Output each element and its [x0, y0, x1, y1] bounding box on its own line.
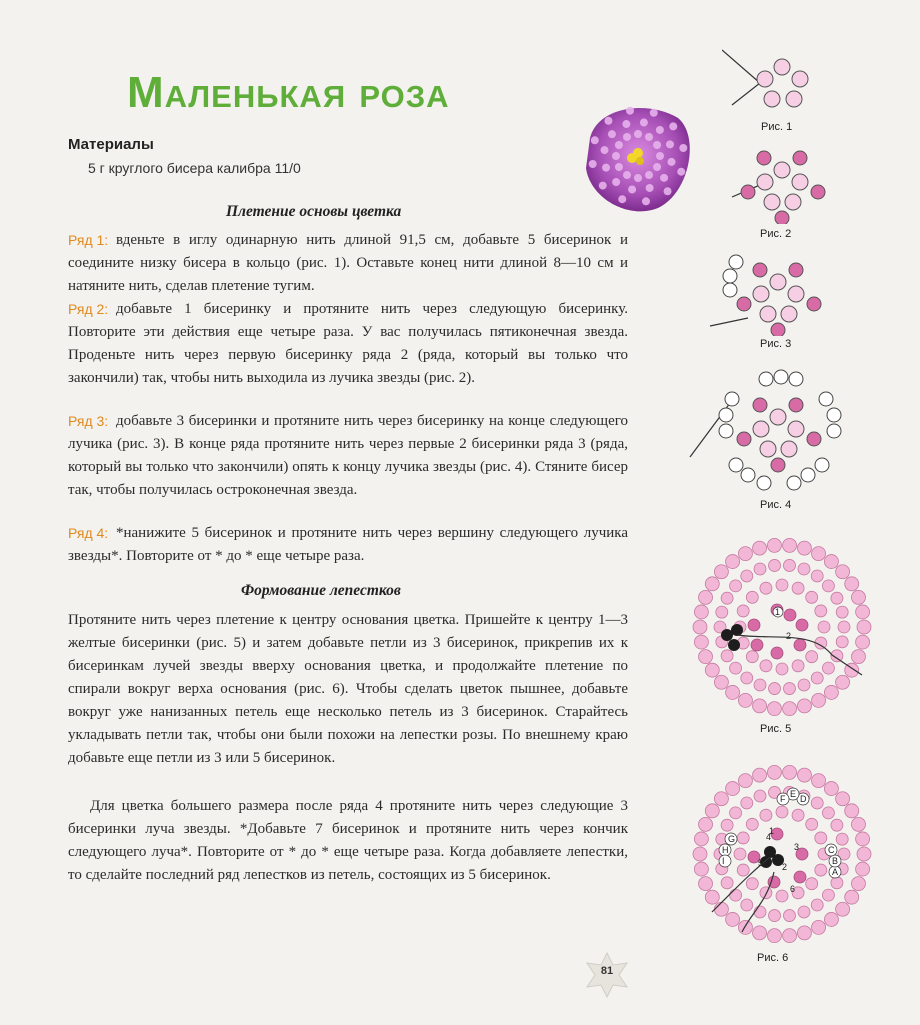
figure-6-label: E	[790, 789, 797, 799]
page-title: Маленькая роза	[127, 68, 450, 117]
page-number-badge	[583, 951, 631, 999]
row-4	[68, 522, 628, 568]
figure-6-label: D	[800, 794, 807, 804]
figure-6-label: H	[722, 845, 729, 855]
figure-1-diagram	[722, 45, 842, 120]
figure-6-label: 2	[782, 862, 788, 872]
figure-6-label: F	[780, 794, 786, 804]
row-label: Ряд 1:	[68, 232, 109, 248]
figure-6-label: G	[728, 834, 736, 844]
figure-5-diagram	[682, 535, 882, 720]
figure-6-label: C	[828, 845, 835, 855]
row-label: Ряд 4:	[68, 525, 109, 541]
figure-5-label: 2	[786, 631, 792, 641]
figure-6-label: 1	[769, 826, 775, 836]
paragraph-larger-flower: Для цветка большего размера после ряда 4 протяните нить через следующие 3 бисеринки луча звезды. *Добавьте 7 бисеринок и протяните нить через кончик следующего луча*. Повторите от * до * еще четыре раза. Когда добавляете лепестки, то сделайте последний ряд лепестков из петель, состоящих из 5 бисеринок.	[68, 798, 628, 883]
row-text: добавьте 3 бисеринки и протяните нить через бисеринку на конце следующего лучика (рис. 3). В конце ряда протяните нить через первые 2 бисеринки ряда 3 (ряда, который вы только что закончили) опять к концу лучика звезды (рис. 4). Стяните бисер так, чтобы получилась остроконечная звезда.	[68, 413, 628, 498]
materials-heading: Материалы	[68, 136, 154, 153]
figure-6-label: A	[832, 867, 839, 877]
figure-3-diagram	[708, 246, 848, 336]
figure-6-diagram	[682, 762, 882, 947]
row-label: Ряд 3:	[68, 413, 109, 429]
figure-6-label: I	[722, 856, 725, 866]
row-label: Ряд 2:	[68, 301, 109, 317]
figure-caption: Рис. 3	[760, 338, 792, 350]
figure-6-label: 6	[790, 884, 796, 894]
materials-item: 5 г круглого бисера калибра 11/0	[88, 160, 301, 176]
figure-6-label-marker	[719, 855, 731, 867]
figure-caption: Рис. 4	[760, 499, 792, 511]
figure-caption: Рис. 5	[760, 723, 792, 735]
figure-caption: Рис. 1	[761, 121, 793, 133]
figure-caption: Рис. 6	[757, 952, 789, 964]
figure-caption: Рис. 2	[760, 228, 792, 240]
figure-6-label: B	[832, 856, 839, 866]
figure-6-label: 4	[766, 832, 772, 842]
row-2	[68, 298, 628, 390]
figure-4-diagram	[686, 365, 866, 493]
figure-2-diagram	[722, 142, 842, 224]
row-text: добавьте 1 бисеринку и протяните нить через следующую бисеринку. Повторите эти действия еще четыре раза. У вас получилась пятиконечная звезда. Проденьте нить через первую бисеринку ряда 2 (ряда, который вы только что закончили) так, чтобы нить выходила из лучика звезды (рис. 2).	[68, 301, 628, 386]
figure-6-label: 3	[794, 842, 800, 852]
row-1	[68, 229, 628, 298]
row-text: *нанижите 5 бисеринок и протяните нить через вершину следующего лучика звезды*. Повторите от * до * еще четыре раза.	[68, 525, 628, 564]
row-text: вденьте в иглу одинарную нить длиной 91,5 см, добавьте 5 бисеринок и соедините низку бисера в кольцо (рис. 1). Оставьте конец нити длиной 8—10 см и натяните нить, сделав плетение тугим.	[68, 232, 628, 294]
row-3	[68, 410, 628, 502]
section-heading-petals: Формование лепестков	[241, 582, 401, 599]
section-heading-base: Плетение основы цветка	[226, 203, 402, 220]
rose-photo	[578, 98, 698, 218]
figure-6-label: 5	[758, 858, 764, 868]
paragraph-petals: Протяните нить через плетение к центру основания цветка. Пришейте к центру 1—3 желтые бисеринки (рис. 5) и затем добавьте петли из 3 бисеринок, прикрепив их к бисеринкам лучей звезды вверху основания цветка, и продолжайте плетение по спирали вокруг верха основания (рис. 6). Чтобы сделать цветок пышнее, добавьте вокруг уже нанизанных петель еще несколько петель из 3 бисеринок. Старайтесь укладывать петли так, чтобы они были похожи на лепестки розы. По внешнему краю добавьте еще петли из 3 или 5 бисеринок.	[68, 612, 628, 766]
figure-5-label: 1	[775, 607, 781, 617]
page-number: 81	[600, 965, 614, 977]
